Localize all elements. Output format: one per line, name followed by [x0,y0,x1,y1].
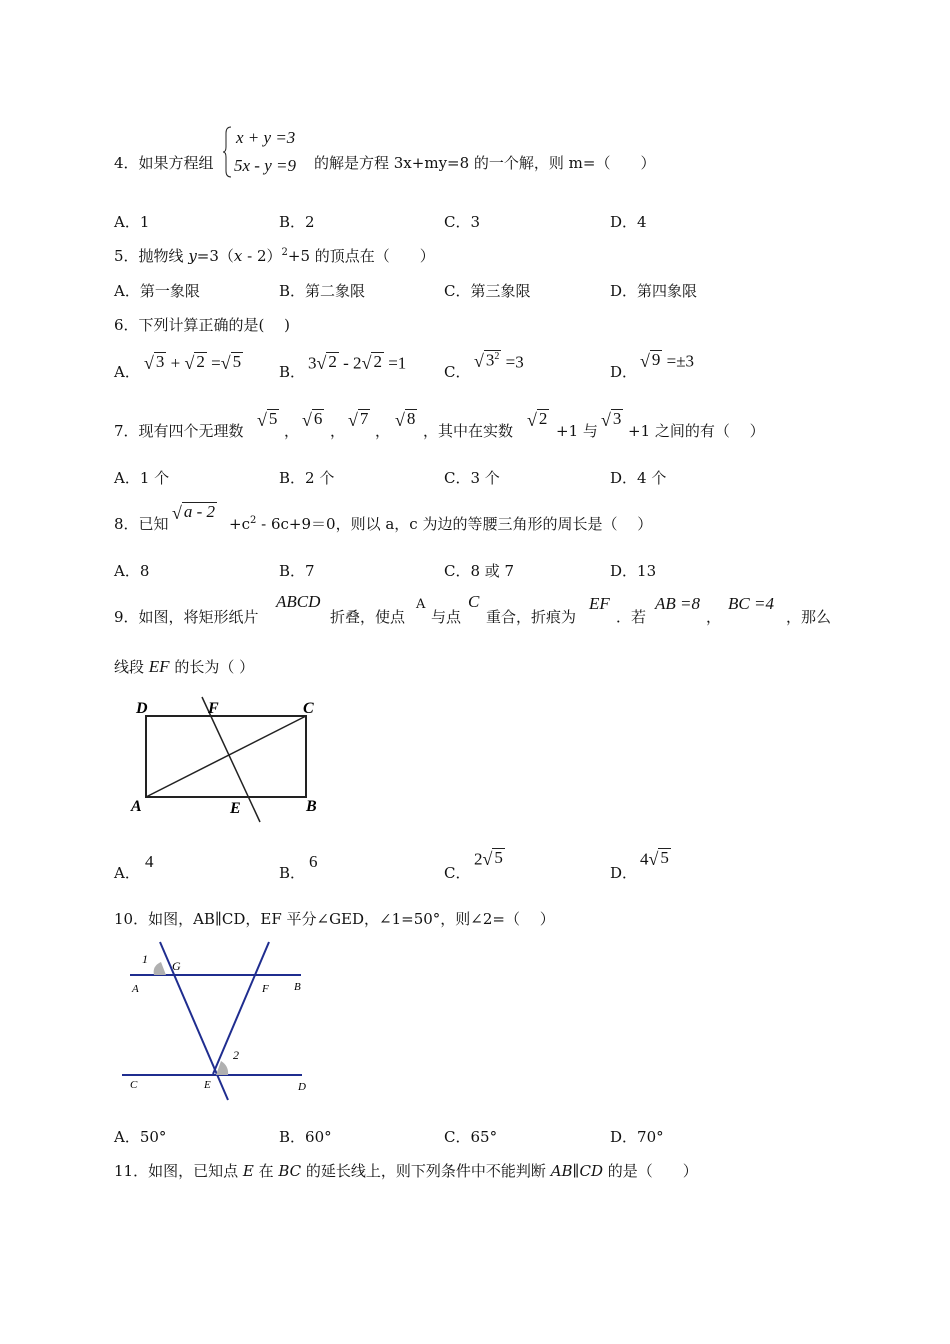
q9-text-3: 重合，折痕为 [486,608,577,626]
sqrt: √ 5 [220,352,242,373]
q7-option-a: A．1 个 [114,469,170,487]
minus: - 2 [338,353,362,373]
q6-option-c-expr [474,350,524,372]
label-b: B [294,981,301,993]
q8-radical: √ a - 2 [172,502,216,523]
q8-exponent: 2 [249,515,257,526]
q8-option-c: C．8 或 7 [444,562,515,580]
q7-root-4: √ 8 [395,409,416,430]
q7-root-3: √ 7 [348,409,369,430]
q4-number: 4．如果方程组 [114,154,214,172]
q11-text-c: 的延长线上，则下列条件中不能判断 [301,1162,551,1180]
q9-text-2: 与点 [431,608,462,626]
q7-sep-3: ， [375,422,391,440]
q9-line2 [114,656,254,677]
q11-point-e: E [242,1162,254,1180]
equals: =3 [501,352,524,372]
label-f: F [208,700,219,717]
coef: 3 [308,353,317,373]
label-1: 1 [142,952,148,966]
label-d: D [136,700,148,717]
label-c: C [130,1079,138,1091]
q6-option-d-expr [640,350,694,372]
q6-option-a-label: A． [114,363,140,381]
q8-option-a: A．8 [114,562,150,580]
q7-plus1: +1 与 [556,422,598,440]
q6-option-b-expr [308,352,406,374]
brace-icon [222,126,232,178]
q9-text-5: ，那么 [786,608,832,626]
line-ef [213,942,269,1074]
q9-point-a: A [416,597,426,612]
q10-text: 10．如图，AB∥CD，EF 平分∠GED，∠1=50°，则∠2=（ ） [114,910,555,928]
q8-option-d: D．13 [610,562,657,580]
q5-text-b: =3（ [196,247,234,265]
label-b: B [306,798,317,815]
q9-comma: ， [706,608,722,626]
q8-text-b: - 6c+9＝0，则以 a，c 为边的等腰三角形的周长是（ ） [256,515,653,533]
q5-option-c: C．第三象限 [444,282,531,300]
q7-end: +1 之间的有（ ） [628,422,765,440]
sqrt: √ 2 [184,352,205,373]
q9-line2-b: 的长为（ ） [174,658,255,676]
q4-option-b: B．2 [279,213,315,231]
q5-text-c: - 2） [242,247,282,265]
q8-text-a: +c [229,515,250,533]
q6-option-a-expr [144,352,243,374]
q4-equation-2: 5x - y =9 [234,156,296,175]
equals: =±3 [662,351,695,371]
q9-option-b-label: B． [279,864,306,882]
q6-option-c-label: C． [444,363,471,381]
q5-text [114,245,435,266]
q7-root-b: √ 3 [601,409,622,430]
angle-1-mark [154,962,166,975]
sqrt: √ 2 [361,352,382,373]
q6-option-b-label: B． [279,363,306,381]
q5-text-d: +5 的顶点在（ ） [287,247,435,265]
q4-option-a: A．1 [114,213,150,231]
q5-text-a: 5．抛物线 [114,247,189,265]
q7-root-2: √ 6 [302,409,323,430]
q9-point-c: C [468,592,480,611]
q9-ef: EF [589,594,610,613]
equals: =1 [383,353,407,373]
q5-var-x: x [233,247,243,265]
q5-option-a: A．第一象限 [114,282,200,300]
q11-parallel: AB∥CD [550,1162,603,1180]
sqrt: √ 3 [144,352,165,373]
q4-system-brace [222,126,232,178]
q9-option-b-value: 6 [309,852,318,871]
q8-text [229,513,652,534]
q10-option-b: B．60° [279,1128,332,1146]
q5-exponent: 2 [281,247,288,258]
q9-option-d-label: D． [610,864,638,882]
sqrt: √ 2 [316,352,337,373]
q9-option-a-value: 4 [145,852,154,871]
q11-segment-bc: BC [278,1162,302,1180]
label-d: D [298,1081,306,1093]
q6-option-d-label: D． [610,363,638,381]
label-f: F [262,983,269,995]
q7-number: 7．现有四个无理数 [114,422,244,440]
q9-option-a-label: A． [114,864,140,882]
q9-text-1: 折叠，使点 [330,608,406,626]
label-a: A [132,983,139,995]
q11-text [114,1160,698,1181]
exponent: 2 [494,351,500,362]
label-e: E [230,800,241,817]
q5-option-d: D．第四象限 [610,282,698,300]
q9-line2-a: 线段 [114,658,145,676]
label-c: C [303,700,314,717]
q9-option-d-value: 4 √ 5 [640,848,669,869]
q4-text: 的解是方程 3x+my=8 的一个解，则 m=（ ） [314,154,656,172]
q10-option-d: D．70° [610,1128,664,1146]
label-a: A [131,798,142,815]
label-2: 2 [233,1048,239,1062]
q6-text: 6．下列计算正确的是( ) [114,316,291,334]
base: 3 [485,350,495,370]
diagonal-ac [146,716,306,797]
q9-option-c-label: C． [444,864,471,882]
q9-rectangle-figure [128,694,328,826]
q11-text-a: 11．如图，已知点 [114,1162,243,1180]
q7-sep-2: ， [330,422,346,440]
q9-option-c-value: 2 √ 5 [474,848,503,869]
q7-option-b: B．2 个 [279,469,335,487]
plus: + [166,353,185,373]
equals: = [206,353,221,373]
q9-number: 9．如图，将矩形纸片 [114,608,259,626]
q9-bc-eq: BC =4 [728,594,774,613]
sqrt: √ 9 [640,350,661,371]
q5-var-y: y [188,247,197,265]
q9-ab-eq: AB =8 [655,594,700,613]
q8-option-b: B．7 [279,562,315,580]
q10-parallel-lines-figure [118,940,318,1106]
sqrt: √ $3^2$ [474,350,500,372]
q7-mid: ，其中在实数 [423,422,514,440]
label-e: E [204,1079,211,1091]
q9-line2-ef: EF [148,657,170,676]
line-ge [160,942,228,1100]
q9-abcd: ABCD [276,592,321,611]
q4-option-c: C．3 [444,213,481,231]
q7-option-c: C．3 个 [444,469,500,487]
q7-option-d: D．4 个 [610,469,667,487]
q10-option-a: A．50° [114,1128,167,1146]
q4-equation-1: x + y =3 [236,128,296,147]
q8-number: 8．已知 [114,515,169,533]
q7-sep-1: ， [284,422,300,440]
q10-option-c: C．65° [444,1128,498,1146]
q7-root-1: √ 5 [257,409,278,430]
q4-option-d: D．4 [610,213,647,231]
q5-option-b: B．第二象限 [279,282,366,300]
label-g: G [172,959,181,973]
q11-text-d: 的是（ ） [602,1162,698,1180]
q11-text-b: 在 [253,1162,279,1180]
q7-root-a: √ 2 [527,409,548,430]
q9-text-4: ．若 [616,608,647,626]
